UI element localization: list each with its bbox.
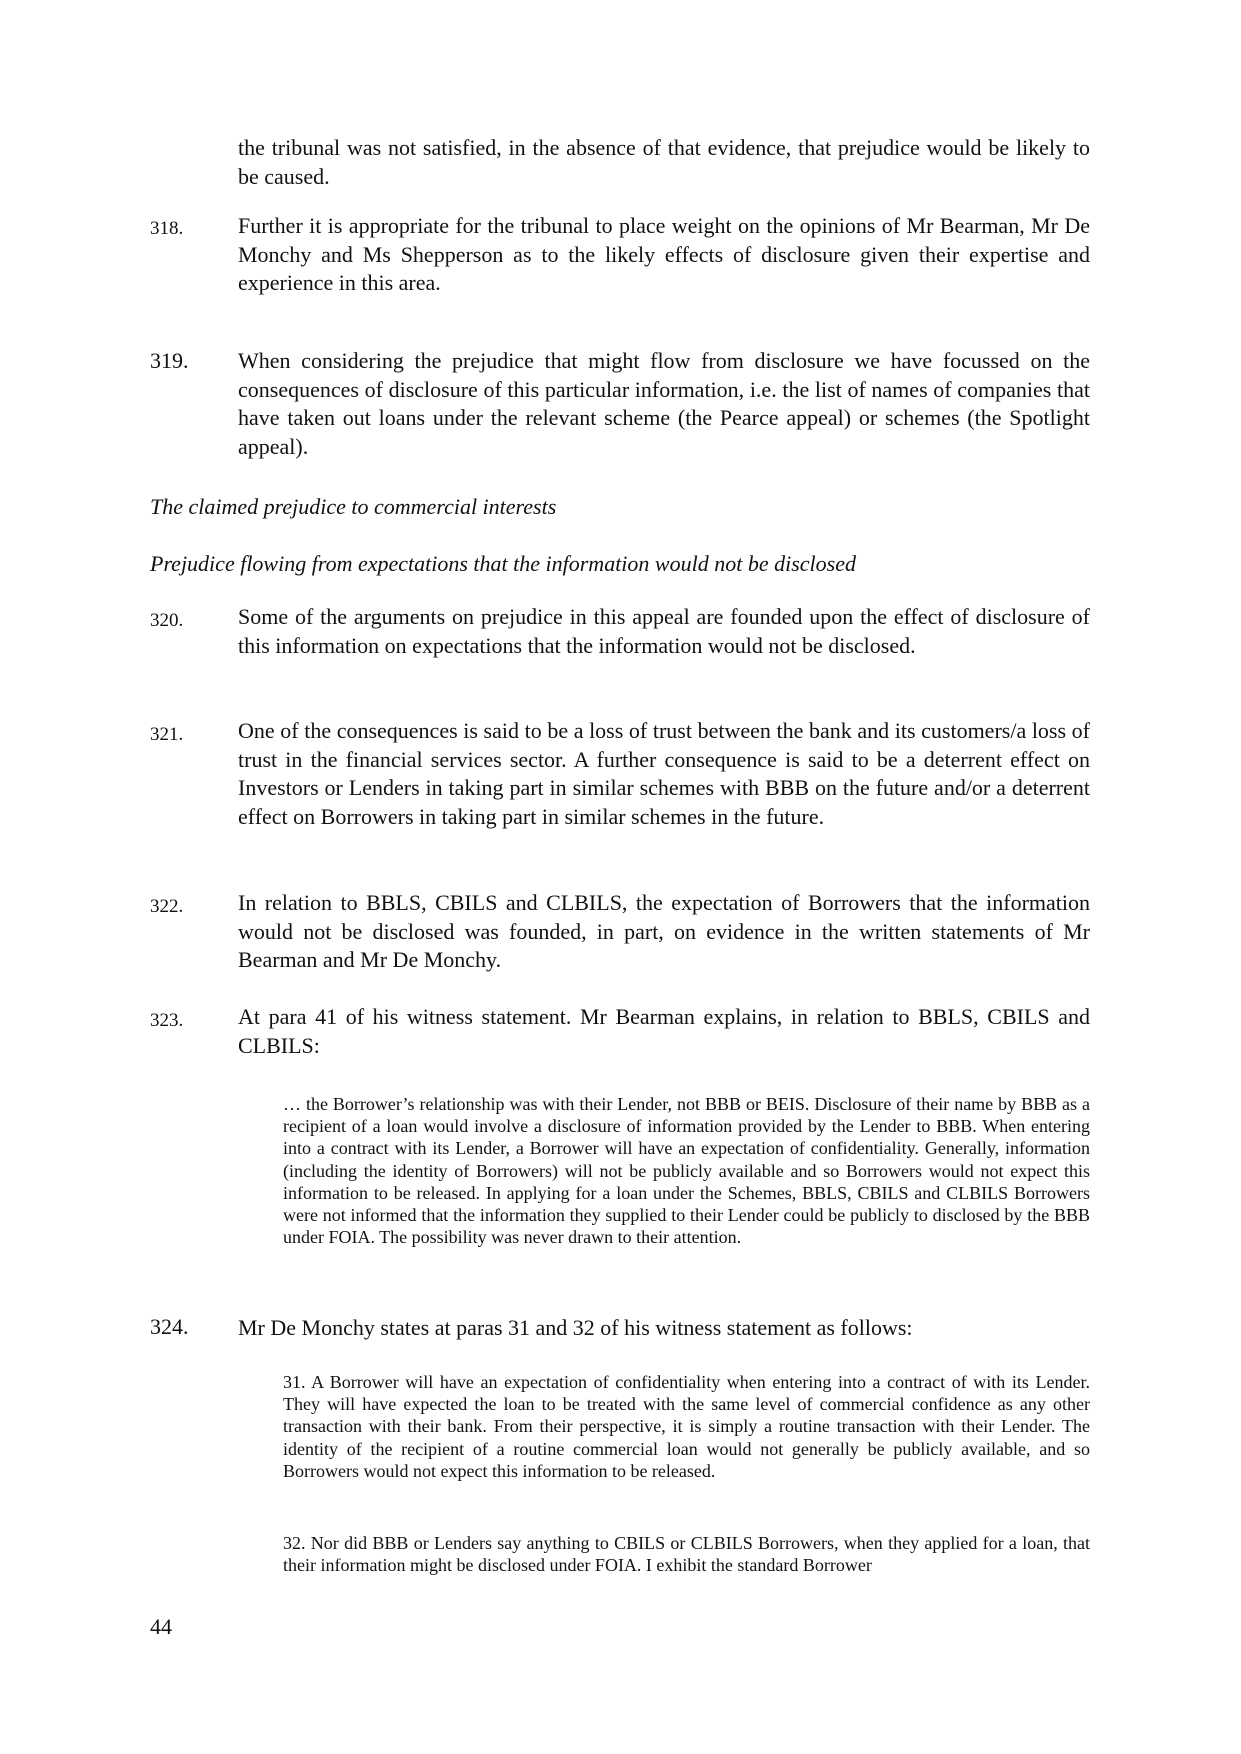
subsection-heading: Prejudice flowing from expectations that the information would not be disclosed (150, 551, 856, 576)
section-heading: The claimed prejudice to commercial interests (150, 494, 557, 519)
monchy-quote-32: 32. Nor did BBB or Lenders say anything to CBILS or CLBILS Borrowers, when they applied for a loan, that their information might be disclosed under FOIA. I exhibit the standard Borrower (283, 1533, 1090, 1576)
continuation-paragraph: the tribunal was not satisfied, in the absence of that evidence, that prejudice would be likely to be caused. (238, 135, 1090, 189)
paragraph-number-318: 318. (150, 218, 184, 239)
paragraph-number-320: 320. (150, 610, 184, 631)
paragraph-320: Some of the arguments on prejudice in this appeal are founded upon the effect of disclosure of this information on expectations that the information would not be disclosed. (238, 604, 1090, 658)
paragraph-number-321: 321. (150, 724, 184, 745)
paragraph-322: In relation to BBLS, CBILS and CLBILS, the expectation of Borrowers that the information would not be disclosed was founded, in part, on evidence in the written statements of Mr Bearman and Mr De Monchy. (238, 890, 1090, 972)
paragraph-number-323: 323. (150, 1010, 184, 1031)
bearman-quote: … the Borrower’s relationship was with their Lender, not BBB or BEIS. Disclosure of their name by BBB as a recipient of a loan would involve a disclosure of information provided by the Lender to BBB. When entering into a contract with its Lender, a Borrower will have an expectation of confidentiality. Generally, information (including the identity of Borrowers) will not be publicly available and so Borrowers would not expect this information to be released. In applying for a loan under the Schemes, BBLS, CBILS and CLBILS Borrowers were not informed that the information they supplied to their Lender could be publicly to disclosed by the BBB under FOIA. The possibility was never drawn to their attention. (283, 1094, 1090, 1248)
paragraph-321: One of the consequences is said to be a loss of trust between the bank and its customers/a loss of trust in the financial services sector. A further consequence is said to be a deterrent effect on Investors or Lenders in taking part in similar schemes with BBB on the future and/or a deterrent effect on Borrowers in taking part in similar schemes in the future. (238, 718, 1090, 829)
monchy-quote-31: 31. A Borrower will have an expectation of confidentiality when entering into a contract of with its Lender. They will have expected the loan to be treated with the same level of commercial confidence as any other transaction with their bank. From their perspective, it is simply a routine transaction with their Lender. The identity of the recipient of a routine commercial loan would not generally be publicly available, and so Borrowers would not expect this information to be released. (283, 1372, 1090, 1481)
paragraph-324: Mr De Monchy states at paras 31 and 32 of his witness statement as follows: (238, 1315, 913, 1340)
page-number: 44 (150, 1614, 172, 1639)
paragraph-number-324: 324. (150, 1314, 189, 1339)
paragraph-319: When considering the prejudice that might flow from disclosure we have focussed on the consequences of disclosure of this particular information, i.e. the list of names of companies that have taken out loans under the relevant scheme (the Pearce appeal) or schemes (the Spotlight appeal). (238, 348, 1090, 459)
paragraph-323: At para 41 of his witness statement. Mr Bearman explains, in relation to BBLS, CBILS and CLBILS: (238, 1004, 1090, 1058)
paragraph-number-319: 319. (150, 348, 189, 373)
paragraph-number-322: 322. (150, 896, 184, 917)
paragraph-318: Further it is appropriate for the tribunal to place weight on the opinions of Mr Bearman, Mr De Monchy and Ms Shepperson as to the likely effects of disclosure given their expertise and experience in this area. (238, 213, 1090, 295)
